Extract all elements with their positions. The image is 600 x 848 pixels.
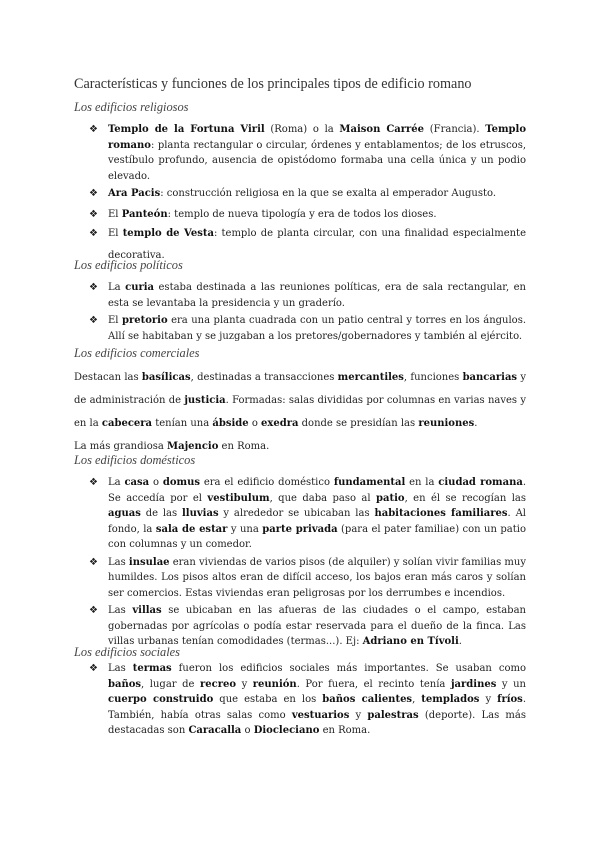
list-item bbox=[74, 313, 526, 344]
heading-domesticos: Los edificios domésticos bbox=[74, 453, 196, 467]
diamond-bullet-icon: ❖ bbox=[89, 282, 98, 293]
bold-term: ábside bbox=[212, 418, 249, 429]
bold-term: Diocleciano bbox=[253, 725, 320, 736]
bold-term: Ara Pacis bbox=[108, 188, 161, 200]
bold-term: villas bbox=[132, 605, 162, 617]
bold-term: templados bbox=[421, 694, 480, 705]
bold-term: vestibulum bbox=[207, 492, 270, 504]
diamond-bullet-icon: ❖ bbox=[89, 315, 98, 327]
bold-term: baños calientes bbox=[322, 694, 413, 705]
bold-term: sala de estar bbox=[155, 523, 228, 535]
list-item bbox=[74, 122, 526, 184]
list-item bbox=[74, 186, 526, 202]
bold-term: curia bbox=[125, 282, 155, 293]
diamond-bullet-icon: ❖ bbox=[89, 477, 98, 488]
bold-term: habitaciones familiares bbox=[374, 508, 508, 519]
heading-religiosos: Los edificios religiosos bbox=[74, 100, 189, 114]
bold-term: Majencio bbox=[167, 441, 219, 452]
list-item-text: La curia estaba destinada a las reuniones políticas, era de sala rectangular, en esta se levantaba la presidencia y un graderío. bbox=[108, 282, 526, 309]
list-sociales bbox=[74, 661, 526, 739]
bold-term: Maison Carrée bbox=[339, 124, 425, 135]
list-item-text: El pretorio era una planta cuadrada con un patio central y torres en los ángulos. Allí se habitaban y se juzgaban a los pretores/gobernadores y también al ejército. bbox=[108, 315, 527, 342]
bold-term: lluvias bbox=[182, 508, 219, 519]
bold-term: casa bbox=[124, 477, 150, 488]
bold-term: baños bbox=[108, 678, 142, 690]
document-title: Características y funciones de los principales tipos de edificio romano bbox=[74, 76, 472, 92]
bold-term: basílicas bbox=[141, 372, 191, 383]
list-religiosos bbox=[74, 122, 526, 267]
diamond-bullet-icon: ❖ bbox=[89, 188, 98, 200]
diamond-bullet-icon: ❖ bbox=[89, 208, 98, 220]
section-religiosos bbox=[74, 122, 526, 269]
bold-term: recreo bbox=[199, 678, 237, 690]
diamond-bullet-icon: ❖ bbox=[89, 605, 98, 617]
list-item-text: El templo de Vesta: templo de planta circular, con una finalidad especialmente decorativa. bbox=[108, 228, 526, 262]
bold-term: palestras bbox=[367, 709, 419, 721]
bold-term: termas bbox=[132, 663, 172, 674]
list-domesticos bbox=[74, 475, 526, 650]
bold-term: exedra bbox=[261, 418, 299, 429]
bold-term: reunión bbox=[252, 678, 297, 690]
bold-term: Templo de la Fortuna Viril bbox=[108, 124, 265, 135]
bold-term: parte privada bbox=[262, 523, 338, 535]
list-item bbox=[74, 555, 526, 602]
list-item-text: Las villas se ubicaban en las afueras de las ciudades o el campo, estaban gobernadas por agrícolas o podía estar reservada para el dueño de la finca. Las villas urbanas tenían comodidades (termas...). Ej: Adriano en Tívoli. bbox=[108, 605, 526, 648]
bold-term: fríos bbox=[497, 694, 523, 705]
diamond-bullet-icon: ❖ bbox=[89, 228, 98, 240]
heading-comerciales: Los edificios comerciales bbox=[74, 346, 200, 360]
bold-term: patio bbox=[376, 492, 405, 504]
list-item-text: Templo de la Fortuna Viril (Roma) o la Maison Carrée (Francia). Templo romano: planta rectangular o circular, órdenes y entablamentos; de los etruscos, vestíbulo profundo, ausencia de opistódomo formaba una cella única y un podio elevado. bbox=[108, 124, 526, 182]
diamond-bullet-icon: ❖ bbox=[89, 556, 98, 568]
bold-term: Templo romano bbox=[108, 124, 526, 151]
diamond-bullet-icon: ❖ bbox=[89, 663, 98, 674]
heading-sociales: Los edificios sociales bbox=[74, 645, 181, 659]
bold-term: justicia bbox=[184, 395, 226, 406]
list-item-text: La casa o domus era el edificio doméstico fundamental en la ciudad romana. Se accedía por el vestibulum, que daba paso al patio, en él se recogían las aguas de las lluvias y alrededor se ubicaban las habitaciones familiares. Al fondo, la sala de estar y una parte privada (para el pater familiae) con un patio con columnas y un comedor. bbox=[108, 477, 527, 550]
bold-term: Adriano en Tívoli bbox=[362, 636, 459, 648]
section-politicos bbox=[74, 280, 526, 346]
bold-term: pretorio bbox=[121, 315, 168, 327]
bold-term: Panteón bbox=[121, 208, 168, 220]
bold-term: bancarias bbox=[462, 372, 518, 383]
comerciales-paragraph: Destacan las basílicas, destinadas a transacciones mercantiles, funciones bancarias y de administración de justicia. Formadas: salas divididas por columnas en varias naves y en la cabecera tenían una ábside o exedra donde se presidían las reuniones. bbox=[74, 372, 526, 429]
bold-term: Caracalla bbox=[188, 725, 242, 736]
bold-term: vestuarios bbox=[291, 709, 350, 721]
bold-term: aguas bbox=[108, 508, 141, 519]
bold-term: jardines bbox=[450, 678, 497, 690]
list-item-text: El Panteón: templo de nueva tipología y era de todos los dioses. bbox=[108, 208, 437, 220]
list-politicos bbox=[74, 280, 526, 344]
bold-term: cabecera bbox=[101, 418, 153, 429]
list-item-text: Ara Pacis: construcción religiosa en la que se exalta al emperador Augusto. bbox=[108, 188, 497, 200]
bold-term: fundamental bbox=[333, 477, 406, 488]
list-item bbox=[74, 207, 526, 223]
bold-term: domus bbox=[162, 477, 201, 488]
list-item-text: Las termas fueron los edificios sociales más importantes. Se usaban como baños, lugar de recreo y reunión. Por fuera, el recinto tenía jardines y un cuerpo construido que estaba en los baños calientes, templados y fríos. También, había otras salas como vestuarios y palestras (deporte). Las más destacadas son Caracalla o Diocleciano en Roma. bbox=[108, 663, 526, 736]
bold-term: templo de Vesta bbox=[122, 228, 214, 240]
list-item bbox=[74, 661, 526, 739]
list-item-text: Las insulae eran viviendas de varios pisos (de alquiler) y solían vivir familias muy humildes. Los pisos altos eran de difícil acceso, los bajos eran más caros y solían ser comercios. Estas viviendas eran peligrosas por los derrumbes e incendios. bbox=[108, 556, 526, 599]
section-domesticos bbox=[74, 475, 526, 652]
section-comerciales bbox=[74, 366, 526, 458]
list-item bbox=[74, 603, 526, 650]
diamond-bullet-icon: ❖ bbox=[89, 124, 98, 135]
bold-term: cuerpo construido bbox=[108, 694, 214, 705]
bold-term: mercantiles bbox=[337, 372, 404, 383]
list-item bbox=[74, 475, 526, 553]
heading-politicos: Los edificios políticos bbox=[74, 258, 183, 272]
bold-term: insulae bbox=[128, 556, 170, 568]
bold-term: ciudad romana bbox=[438, 477, 523, 488]
list-item bbox=[74, 280, 526, 311]
section-sociales bbox=[74, 661, 526, 741]
comerciales-note: La más grandiosa Majencio en Roma. bbox=[74, 441, 270, 452]
bold-term: reuniones bbox=[418, 418, 475, 429]
